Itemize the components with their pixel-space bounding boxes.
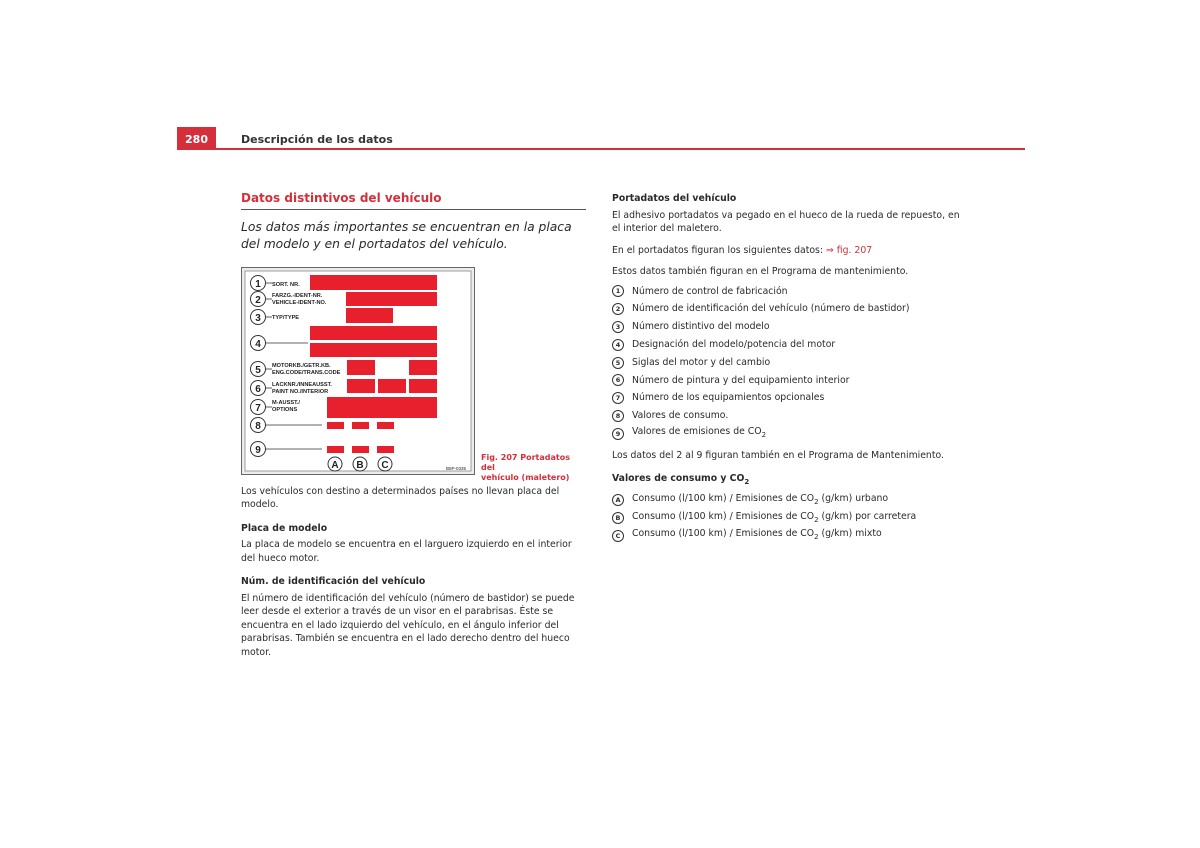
list-item bbox=[612, 425, 962, 443]
number-7: 7 bbox=[255, 402, 261, 414]
letter-b: B bbox=[356, 459, 364, 471]
item-text: Valores de consumo. bbox=[632, 410, 729, 422]
field-model-a bbox=[310, 326, 437, 340]
heading-portadatos: Portadatos del vehículo bbox=[612, 193, 737, 204]
field-emision-b bbox=[352, 446, 369, 453]
left-column bbox=[241, 192, 586, 659]
label-vehicle-ident: VEHICLE-IDENT-NO. bbox=[272, 299, 327, 306]
subscript: 2 bbox=[814, 533, 819, 542]
subscript: 2 bbox=[814, 497, 819, 506]
subscript: 2 bbox=[761, 430, 767, 439]
item-text-post: (g/km) por carretera bbox=[818, 510, 917, 522]
field-sort-nr bbox=[310, 275, 437, 290]
label-lacknr: LACKNR./INNEAUSST. bbox=[272, 381, 332, 388]
list-item bbox=[612, 407, 962, 425]
label-options: OPTIONS bbox=[272, 406, 298, 413]
list-item bbox=[612, 336, 962, 354]
data-plate-svg bbox=[242, 268, 474, 474]
section-title: Datos distintivos del vehículo bbox=[241, 192, 586, 210]
label-eng-code: ENG.CODE/TRANS.CODE bbox=[272, 369, 341, 376]
field-interior-a bbox=[378, 379, 406, 393]
number-2: 2 bbox=[255, 294, 261, 306]
item-letter-badge: A bbox=[612, 494, 624, 506]
label-paint-no: PAINT NO./INTERIOR bbox=[272, 388, 329, 395]
number-9: 9 bbox=[255, 444, 261, 456]
item-number-badge: 4 bbox=[612, 339, 624, 351]
field-emision-a bbox=[327, 446, 344, 453]
list-item bbox=[612, 389, 962, 407]
list-item bbox=[612, 300, 962, 318]
list-item bbox=[612, 509, 962, 527]
paragraph-countries: Los vehículos con destino a determinados países no llevan placa del modelo. bbox=[241, 485, 560, 510]
field-typ bbox=[346, 308, 393, 323]
field-options bbox=[327, 397, 437, 418]
item-text: Designación del modelo/potencia del motor bbox=[632, 339, 836, 351]
paragraph-2-al-9: Los datos del 2 al 9 figuran también en el Programa de Mantenimiento. bbox=[612, 449, 944, 461]
label-farzg: FARZG.-IDENT-NR. bbox=[272, 292, 323, 299]
item-text bbox=[632, 425, 766, 442]
number-5: 5 bbox=[255, 364, 261, 376]
intro-text: Los datos más importantes se encuentran en la placa del modelo y en el portadatos del vehículo. bbox=[241, 219, 572, 251]
item-number-badge: 5 bbox=[612, 357, 624, 369]
number-6: 6 bbox=[255, 383, 261, 395]
field-consumo-b bbox=[352, 422, 369, 429]
figure-caption-line-2: vehículo (maletero) bbox=[481, 472, 570, 482]
letter-c: C bbox=[381, 459, 389, 471]
item-text-pre: Consumo (l/100 km) / Emisiones de CO bbox=[632, 528, 815, 540]
figure-caption bbox=[481, 453, 586, 483]
page-number: 280 bbox=[177, 127, 216, 149]
field-vehicle-ident bbox=[346, 292, 437, 306]
field-emision-c bbox=[377, 446, 394, 453]
figure-207-link[interactable]: ⇒ fig. 207 bbox=[826, 244, 873, 256]
item-text bbox=[632, 492, 888, 509]
item-text-post: (g/km) mixto bbox=[818, 528, 882, 540]
item-text-post: (g/km) urbano bbox=[818, 492, 889, 504]
list-item bbox=[612, 318, 962, 336]
number-3: 3 bbox=[255, 312, 261, 324]
field-consumo-c bbox=[377, 422, 394, 429]
list-item bbox=[612, 371, 962, 389]
item-letter-badge: B bbox=[612, 512, 624, 524]
paragraph-portadatos: El adhesivo portadatos va pegado en el hueco de la rueda de repuesto, en el interior del maletero. bbox=[612, 209, 960, 234]
heading-num-identificacion: Núm. de identificación del vehículo bbox=[241, 576, 426, 587]
label-motorkb: MOTORKB./GETR.KB. bbox=[272, 362, 331, 369]
item-text-main: Valores de emisiones de CO bbox=[632, 426, 762, 438]
figure-code: B5P-0335 bbox=[446, 465, 467, 471]
item-text: Número distintivo del modelo bbox=[632, 321, 770, 333]
heading-valores-text: Valores de consumo y CO bbox=[612, 473, 745, 485]
header-rule bbox=[177, 148, 1025, 150]
figure-caption-line-1: Fig. 207 Portadatos del bbox=[481, 452, 570, 472]
item-number-badge: 7 bbox=[612, 392, 624, 404]
letter-a: A bbox=[331, 459, 339, 471]
subscript: 2 bbox=[814, 515, 819, 524]
item-number-badge: 3 bbox=[612, 321, 624, 333]
item-text: Número de los equipamientos opcionales bbox=[632, 392, 825, 404]
item-text: Número de control de fabricación bbox=[632, 285, 788, 297]
item-text bbox=[632, 510, 916, 527]
number-1: 1 bbox=[255, 278, 261, 290]
item-number-badge: 9 bbox=[612, 428, 624, 440]
list-item bbox=[612, 492, 962, 510]
page-header-title: Descripción de los datos bbox=[241, 133, 393, 146]
paragraph-programa: Estos datos también figuran en el Programa de mantenimiento. bbox=[612, 266, 909, 277]
list-item bbox=[612, 527, 962, 545]
data-items-list bbox=[612, 283, 962, 443]
item-text-pre: Consumo (l/100 km) / Emisiones de CO bbox=[632, 510, 815, 522]
field-interior-b bbox=[409, 379, 437, 393]
paragraph-num-identificacion: El número de identificación del vehículo (número de bastidor) se puede leer desde el exterior a través de un visor en el parabrisas. Éste se encuentra en el lado izquierdo del vehículo, en el ángulo inferior del parabrisas. También se encuentra en el lado derecho dentro del hueco motor. bbox=[241, 592, 575, 658]
item-text-pre: Consumo (l/100 km) / Emisiones de CO bbox=[632, 492, 815, 504]
paragraph-placa-modelo: La placa de modelo se encuentra en el larguero izquierdo en el interior del hueco motor. bbox=[241, 539, 572, 564]
field-consumo-a bbox=[327, 422, 344, 429]
item-text: Número de pintura y del equipamiento interior bbox=[632, 374, 850, 386]
label-m-ausst: M-AUSST./ bbox=[272, 399, 300, 406]
item-text: Número de identificación del vehículo (número de bastidor) bbox=[632, 303, 910, 315]
data-plate-illustration bbox=[241, 267, 475, 475]
paragraph-figure-ref bbox=[612, 244, 962, 258]
field-trans-code bbox=[409, 360, 437, 375]
item-number-badge: 8 bbox=[612, 410, 624, 422]
field-engine-code bbox=[347, 360, 375, 375]
subscript: 2 bbox=[744, 478, 750, 487]
number-8: 8 bbox=[255, 420, 261, 432]
item-letter-badge: C bbox=[612, 530, 624, 542]
figure-ref-text: En el portadatos figuran los siguientes datos: bbox=[612, 244, 826, 256]
heading-placa-modelo: Placa de modelo bbox=[241, 522, 328, 534]
item-number-badge: 2 bbox=[612, 303, 624, 315]
heading-valores-consumo bbox=[612, 472, 962, 489]
consumo-list bbox=[612, 492, 962, 545]
field-model-b bbox=[310, 343, 437, 357]
figure-207 bbox=[241, 267, 586, 482]
item-number-badge: 1 bbox=[612, 285, 624, 297]
number-4: 4 bbox=[255, 338, 261, 350]
item-number-badge: 6 bbox=[612, 374, 624, 386]
item-text bbox=[632, 527, 882, 544]
label-sort-nr: SORT. NR. bbox=[272, 281, 300, 288]
label-typ: TYP/TYPE bbox=[272, 314, 300, 321]
field-paint bbox=[347, 379, 375, 393]
list-item bbox=[612, 283, 962, 301]
right-column bbox=[612, 192, 962, 545]
item-text: Siglas del motor y del cambio bbox=[632, 356, 771, 368]
list-item bbox=[612, 354, 962, 372]
